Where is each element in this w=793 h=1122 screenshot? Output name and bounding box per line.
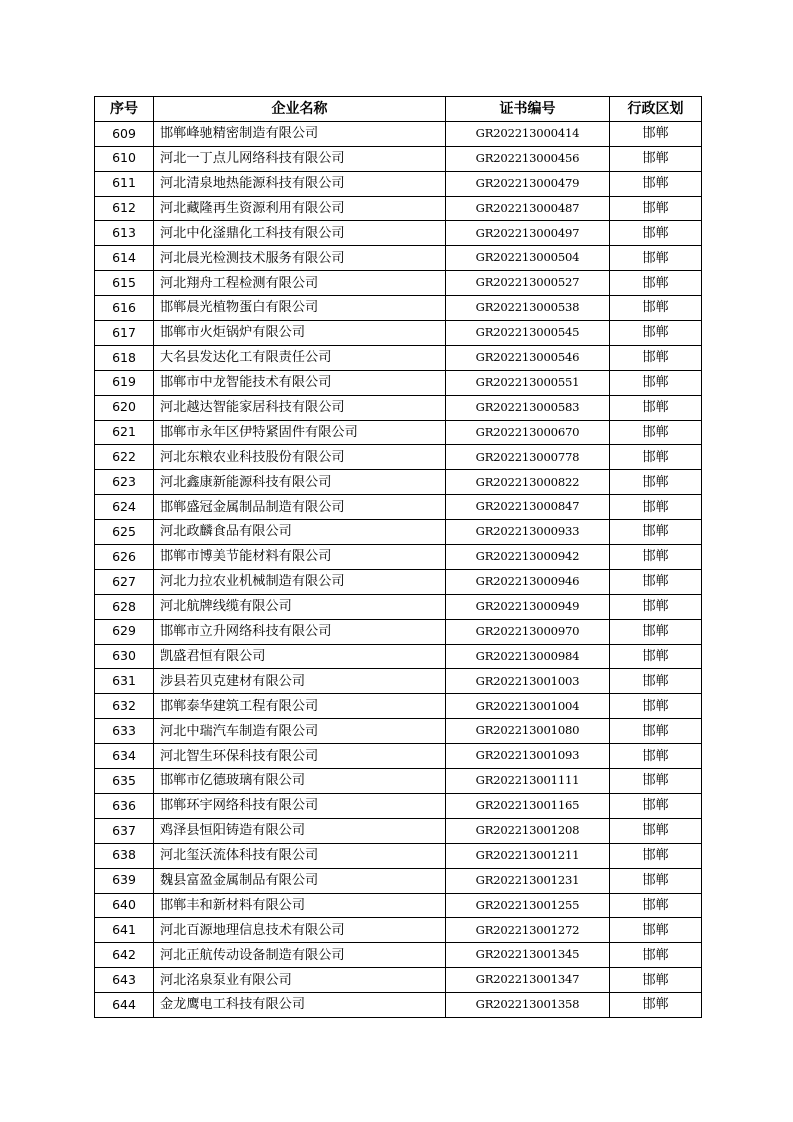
company-name-cell: 河北玺沃流体科技有限公司 xyxy=(154,843,446,868)
certificate-number-cell: GR202213000504 xyxy=(446,246,610,271)
serial-number-cell: 634 xyxy=(95,744,154,769)
table-row xyxy=(95,345,702,370)
company-name-cell: 大名县发达化工有限责任公司 xyxy=(154,345,446,370)
table-row xyxy=(95,644,702,669)
region-cell: 邯郸 xyxy=(610,968,702,993)
serial-number-cell: 641 xyxy=(95,918,154,943)
region-cell: 邯郸 xyxy=(610,495,702,520)
certificate-number-cell: GR202213001211 xyxy=(446,843,610,868)
serial-number-cell: 626 xyxy=(95,545,154,570)
table-row xyxy=(95,271,702,296)
certificate-number-cell: GR202213000946 xyxy=(446,569,610,594)
region-cell: 邯郸 xyxy=(610,196,702,221)
certificate-number-cell: GR202213000984 xyxy=(446,644,610,669)
serial-number-cell: 639 xyxy=(95,868,154,893)
serial-number-cell: 624 xyxy=(95,495,154,520)
table-row xyxy=(95,321,702,346)
region-cell: 邯郸 xyxy=(610,271,702,296)
table-row xyxy=(95,619,702,644)
serial-number-cell: 619 xyxy=(95,370,154,395)
company-name-cell: 邯郸丰和新材料有限公司 xyxy=(154,893,446,918)
region-cell: 邯郸 xyxy=(610,569,702,594)
serial-number-cell: 644 xyxy=(95,993,154,1018)
certificate-number-cell: GR202213001080 xyxy=(446,719,610,744)
company-name-cell: 河北翔舟工程检测有限公司 xyxy=(154,271,446,296)
region-cell: 邯郸 xyxy=(610,619,702,644)
region-cell: 邯郸 xyxy=(610,321,702,346)
company-name-cell: 河北东粮农业科技股份有限公司 xyxy=(154,445,446,470)
certificate-number-cell: GR202213000479 xyxy=(446,171,610,196)
table-row xyxy=(95,793,702,818)
serial-number-cell: 616 xyxy=(95,296,154,321)
serial-number-cell: 623 xyxy=(95,470,154,495)
certificate-number-cell: GR202213000778 xyxy=(446,445,610,470)
table-row xyxy=(95,594,702,619)
serial-number-cell: 618 xyxy=(95,345,154,370)
company-name-cell: 河北政麟食品有限公司 xyxy=(154,520,446,545)
table-row xyxy=(95,121,702,146)
company-name-cell: 鸡泽县恒阳铸造有限公司 xyxy=(154,818,446,843)
company-name-cell: 河北洺泉泵业有限公司 xyxy=(154,968,446,993)
region-cell: 邯郸 xyxy=(610,420,702,445)
region-cell: 邯郸 xyxy=(610,146,702,171)
company-name-cell: 邯郸市博美节能材料有限公司 xyxy=(154,545,446,570)
serial-number-cell: 621 xyxy=(95,420,154,445)
company-name-cell: 河北晨光检测技术服务有限公司 xyxy=(154,246,446,271)
table-row xyxy=(95,744,702,769)
region-cell: 邯郸 xyxy=(610,545,702,570)
company-name-cell: 河北航牌线缆有限公司 xyxy=(154,594,446,619)
serial-number-cell: 632 xyxy=(95,694,154,719)
region-cell: 邯郸 xyxy=(610,744,702,769)
certificate-number-cell: GR202213000583 xyxy=(446,395,610,420)
serial-number-cell: 635 xyxy=(95,769,154,794)
serial-number-cell: 609 xyxy=(95,121,154,146)
certificate-number-cell: GR202213000497 xyxy=(446,221,610,246)
certificate-number-cell: GR202213001003 xyxy=(446,669,610,694)
table-row xyxy=(95,221,702,246)
region-cell: 邯郸 xyxy=(610,121,702,146)
company-name-cell: 邯郸环宇网络科技有限公司 xyxy=(154,793,446,818)
table-row xyxy=(95,545,702,570)
region-cell: 邯郸 xyxy=(610,669,702,694)
table-row xyxy=(95,918,702,943)
company-name-cell: 金龙鹰电工科技有限公司 xyxy=(154,993,446,1018)
region-cell: 邯郸 xyxy=(610,171,702,196)
serial-number-cell: 613 xyxy=(95,221,154,246)
table-row xyxy=(95,296,702,321)
serial-number-cell: 614 xyxy=(95,246,154,271)
serial-number-cell: 643 xyxy=(95,968,154,993)
certificate-number-cell: GR202213001358 xyxy=(446,993,610,1018)
company-name-cell: 河北藏隆再生资源利用有限公司 xyxy=(154,196,446,221)
serial-number-cell: 627 xyxy=(95,569,154,594)
certificate-number-cell: GR202213001255 xyxy=(446,893,610,918)
certificate-number-cell: GR202213000949 xyxy=(446,594,610,619)
serial-number-cell: 615 xyxy=(95,271,154,296)
table-row xyxy=(95,370,702,395)
certificate-number-cell: GR202213001345 xyxy=(446,943,610,968)
region-cell: 邯郸 xyxy=(610,445,702,470)
region-cell: 邯郸 xyxy=(610,644,702,669)
serial-number-cell: 630 xyxy=(95,644,154,669)
company-name-cell: 河北中化滏鼎化工科技有限公司 xyxy=(154,221,446,246)
region-cell: 邯郸 xyxy=(610,395,702,420)
table-row xyxy=(95,196,702,221)
company-name-cell: 凯盛君恒有限公司 xyxy=(154,644,446,669)
table-header-row xyxy=(95,97,702,122)
company-name-cell: 涉县若贝克建材有限公司 xyxy=(154,669,446,694)
region-cell: 邯郸 xyxy=(610,470,702,495)
region-cell: 邯郸 xyxy=(610,719,702,744)
region-cell: 邯郸 xyxy=(610,893,702,918)
serial-number-cell: 610 xyxy=(95,146,154,171)
company-name-cell: 邯郸泰华建筑工程有限公司 xyxy=(154,694,446,719)
table-row xyxy=(95,818,702,843)
certificate-number-cell: GR202213000538 xyxy=(446,296,610,321)
region-cell: 邯郸 xyxy=(610,818,702,843)
certificate-number-cell: GR202213000527 xyxy=(446,271,610,296)
certificate-number-cell: GR202213000970 xyxy=(446,619,610,644)
region-cell: 邯郸 xyxy=(610,868,702,893)
serial-number-cell: 620 xyxy=(95,395,154,420)
region-cell: 邯郸 xyxy=(610,843,702,868)
region-cell: 邯郸 xyxy=(610,769,702,794)
company-name-cell: 河北清泉地热能源科技有限公司 xyxy=(154,171,446,196)
company-name-cell: 河北中瑞汽车制造有限公司 xyxy=(154,719,446,744)
company-name-cell: 魏县富盈金属制品有限公司 xyxy=(154,868,446,893)
table-row xyxy=(95,968,702,993)
table-row xyxy=(95,569,702,594)
certificate-number-cell: GR202213001231 xyxy=(446,868,610,893)
certificate-number-cell: GR202213000456 xyxy=(446,146,610,171)
table-row xyxy=(95,893,702,918)
serial-number-cell: 637 xyxy=(95,818,154,843)
header-certificate-number: 证书编号 xyxy=(446,97,610,122)
table-row xyxy=(95,246,702,271)
serial-number-cell: 642 xyxy=(95,943,154,968)
company-name-cell: 邯郸峰驰精密制造有限公司 xyxy=(154,121,446,146)
enterprise-table xyxy=(94,96,702,1018)
region-cell: 邯郸 xyxy=(610,296,702,321)
certificate-number-cell: GR202213000670 xyxy=(446,420,610,445)
certificate-number-cell: GR202213000546 xyxy=(446,345,610,370)
serial-number-cell: 628 xyxy=(95,594,154,619)
company-name-cell: 河北正航传动设备制造有限公司 xyxy=(154,943,446,968)
certificate-number-cell: GR202213000545 xyxy=(446,321,610,346)
company-name-cell: 邯郸市中龙智能技术有限公司 xyxy=(154,370,446,395)
serial-number-cell: 617 xyxy=(95,321,154,346)
table-row xyxy=(95,470,702,495)
company-name-cell: 邯郸市永年区伊特紧固件有限公司 xyxy=(154,420,446,445)
serial-number-cell: 612 xyxy=(95,196,154,221)
region-cell: 邯郸 xyxy=(610,370,702,395)
table-row xyxy=(95,420,702,445)
region-cell: 邯郸 xyxy=(610,246,702,271)
certificate-number-cell: GR202213000822 xyxy=(446,470,610,495)
table-row xyxy=(95,694,702,719)
company-name-cell: 河北智生环保科技有限公司 xyxy=(154,744,446,769)
table-row xyxy=(95,769,702,794)
serial-number-cell: 640 xyxy=(95,893,154,918)
certificate-number-cell: GR202213000942 xyxy=(446,545,610,570)
company-name-cell: 邯郸市亿德玻璃有限公司 xyxy=(154,769,446,794)
certificate-number-cell: GR202213000933 xyxy=(446,520,610,545)
serial-number-cell: 636 xyxy=(95,793,154,818)
company-name-cell: 河北百源地理信息技术有限公司 xyxy=(154,918,446,943)
company-name-cell: 邯郸盛冠金属制品制造有限公司 xyxy=(154,495,446,520)
header-company-name: 企业名称 xyxy=(154,97,446,122)
certificate-number-cell: GR202213001004 xyxy=(446,694,610,719)
table-row xyxy=(95,868,702,893)
region-cell: 邯郸 xyxy=(610,520,702,545)
certificate-number-cell: GR202213000414 xyxy=(446,121,610,146)
table-row xyxy=(95,943,702,968)
serial-number-cell: 638 xyxy=(95,843,154,868)
certificate-number-cell: GR202213001208 xyxy=(446,818,610,843)
header-serial-number: 序号 xyxy=(95,97,154,122)
certificate-number-cell: GR202213001347 xyxy=(446,968,610,993)
company-name-cell: 河北鑫康新能源科技有限公司 xyxy=(154,470,446,495)
serial-number-cell: 611 xyxy=(95,171,154,196)
region-cell: 邯郸 xyxy=(610,594,702,619)
company-name-cell: 河北越达智能家居科技有限公司 xyxy=(154,395,446,420)
table-row xyxy=(95,719,702,744)
table-row xyxy=(95,669,702,694)
serial-number-cell: 631 xyxy=(95,669,154,694)
certificate-number-cell: GR202213001272 xyxy=(446,918,610,943)
certificate-number-cell: GR202213000551 xyxy=(446,370,610,395)
company-name-cell: 河北力拉农业机械制造有限公司 xyxy=(154,569,446,594)
table-row xyxy=(95,495,702,520)
table-row xyxy=(95,445,702,470)
table-row xyxy=(95,395,702,420)
certificate-number-cell: GR202213000487 xyxy=(446,196,610,221)
table-row xyxy=(95,146,702,171)
certificate-number-cell: GR202213001093 xyxy=(446,744,610,769)
serial-number-cell: 625 xyxy=(95,520,154,545)
region-cell: 邯郸 xyxy=(610,943,702,968)
company-name-cell: 河北一丁点儿网络科技有限公司 xyxy=(154,146,446,171)
table-row xyxy=(95,843,702,868)
table-row xyxy=(95,520,702,545)
header-region: 行政区划 xyxy=(610,97,702,122)
region-cell: 邯郸 xyxy=(610,993,702,1018)
certificate-number-cell: GR202213001111 xyxy=(446,769,610,794)
table-body xyxy=(95,121,702,1017)
certificate-number-cell: GR202213001165 xyxy=(446,793,610,818)
company-name-cell: 邯郸晨光植物蛋白有限公司 xyxy=(154,296,446,321)
region-cell: 邯郸 xyxy=(610,918,702,943)
serial-number-cell: 622 xyxy=(95,445,154,470)
table-row xyxy=(95,993,702,1018)
certificate-number-cell: GR202213000847 xyxy=(446,495,610,520)
table-row xyxy=(95,171,702,196)
region-cell: 邯郸 xyxy=(610,345,702,370)
serial-number-cell: 629 xyxy=(95,619,154,644)
company-name-cell: 邯郸市火炬锅炉有限公司 xyxy=(154,321,446,346)
serial-number-cell: 633 xyxy=(95,719,154,744)
company-name-cell: 邯郸市立升网络科技有限公司 xyxy=(154,619,446,644)
region-cell: 邯郸 xyxy=(610,221,702,246)
region-cell: 邯郸 xyxy=(610,793,702,818)
region-cell: 邯郸 xyxy=(610,694,702,719)
